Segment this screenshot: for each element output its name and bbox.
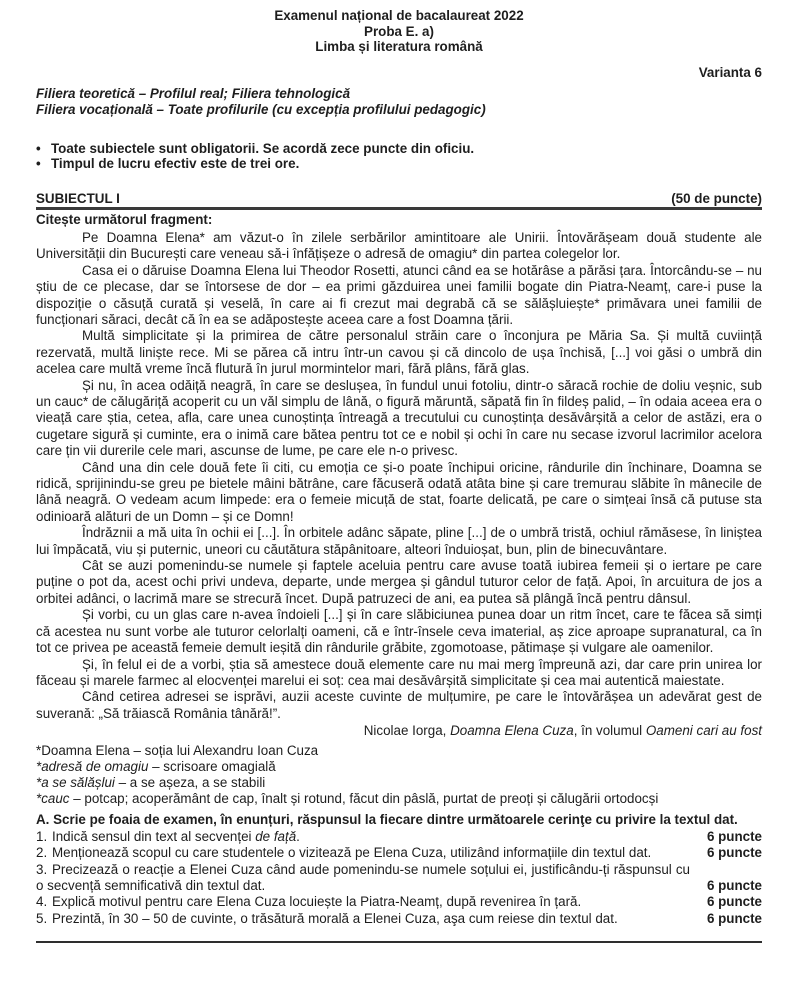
question-number: 1.: [36, 828, 48, 844]
fragment-paragraph: Cât se auzi pomenindu-se numele și faptele aceluia pentru care avuse toată iubirea femeii și o iertare pe care puține o pot da, acest ochi privi undeva, departe, unde mergea și gândul tuturor celor de față. Apoi, în arcuitura de jos a orbitei adânci, o lacrimă mare se strecură încet. După patruzeci de ani, ea putea să plângă încă pentru dânsul.: [36, 558, 762, 606]
fragment-paragraph: Pe Doamna Elena* am văzut-o în zilele serbărilor amintitoare ale Unirii. Întovărășeam două studente ale Universității din București care veneau să-i înfățișeze o adresă de omagiu* din partea colegelor lor.: [36, 229, 762, 262]
footnote-term: *adresă de omagiu: [36, 758, 149, 774]
question-body: Prezintă, în 30 – 50 de cuvinte, o trăsătură morală a Elenei Cuza, aşa cum reiese din textul dat.: [52, 910, 618, 926]
footnotes: [36, 743, 762, 808]
doc-header: [36, 8, 762, 55]
attribution-work-title: Doamna Elena Cuza: [450, 723, 574, 739]
question-italic-part: de față: [255, 828, 297, 844]
general-notes: [36, 141, 762, 172]
section-a: [36, 812, 762, 927]
question-points: 6 puncte: [706, 910, 762, 926]
subject-heading: [36, 191, 762, 211]
variant-label: Varianta 6: [698, 64, 762, 80]
question-text: [36, 829, 690, 845]
question-number: 2.: [36, 845, 48, 861]
question-row: [36, 845, 762, 861]
fragment-paragraph: Îndrăznii a mă uita în ochii ei [...]. În orbitele adânc săpate, pline [...] de o umbră tristă, ochiul rămăsese, în liniștea lui împăcată, viu și puternic, uneori cu căutătura stăpânitoare, alteori înduioșat, bun, plin de binecuvântare.: [36, 525, 762, 557]
question-number: 4.: [36, 894, 48, 910]
fragment-paragraph: Când una din cele două fete îi citi, cu emoția ce și-o poate închipui oricine, rândurile din închinare, Doamna se ridică, sprijinindu-se greu pe bietele mâini bătrâne, care făcuseră odată atâta bine și care tremurau slăbite în mânecile de lână neagră. O vedeam acum limpede: era o femeie micuță de stat, foarte delicată, pe care o simțeai însă că putuse sta odinioară alături de un Domn – și ce Domn!: [36, 459, 762, 524]
question-row: [36, 862, 762, 895]
fragment-paragraph: Și nu, în acea odăiță neagră, în care se deslușea, în fundul unui fotoliu, dintr-o săracă rochie de doliu veșnic, sub un cauc* de călugăriță acoperit cu un văl simplu de lână, o figură măruntă, săpată fin în fildeș palid, – în odaia aceea era o vieață care știa, cetea, afla, care unea cunoștința întreagă a trecutului cu cunoștința desăvârșită a celor de astăzi, era o cugetare sigură și cuminte, era o inimă care bătea pentru tot ce e nobil și ochi în care nu secase izvorul lacrimilor acelora care țin vii durerile cele mari, ascunse de lume, pe care ele n-o privesc.: [36, 377, 762, 459]
bullet-icon: •: [36, 140, 41, 156]
question-body: Menționează scopul cu care studentele o vizitează pe Elena Cuza, utilizând informațiile din textul dat.: [52, 845, 652, 861]
filiera-block: [36, 86, 762, 117]
footnote-definition: – scrisoare omagială: [148, 758, 276, 774]
section-a-heading: A. Scrie pe foaia de examen, în enunțuri, răspunsul la fiecare dintre următoarele cerinţe cu privire la textul dat.: [36, 812, 738, 828]
footnote-term: *cauc: [36, 791, 70, 807]
question-points: 6 puncte: [706, 845, 762, 861]
note-item: [36, 156, 762, 172]
question-points: 6 puncte: [706, 828, 762, 844]
subject-label: SUBIECTUL I: [36, 190, 120, 206]
question-body: Precizează o reacție a Elenei Cuza când aude pomenindu-se numele soțului ei, justificându-ți răspunsul cu o secvență semnificativă din textul dat.: [36, 861, 690, 893]
subject-points: (50 de puncte): [671, 190, 762, 206]
question-points: 6 puncte: [706, 877, 762, 893]
question-body: Indică sensul din text al secvenței: [52, 828, 256, 844]
question-row: [36, 829, 762, 845]
fragment-instruction: Citește următorul fragment:: [36, 212, 213, 228]
footnote-term: *Doamna Elena: [36, 742, 130, 758]
attribution-line: [36, 723, 762, 739]
fragment-paragraph: Multă simplicitate și la primirea de către personalul străin care o înconjura pe Măria Sa. Și multă cuviință rezervată, multă liniște rece. Mi se părea că intru într-un cavou și că dincolo de ușa închisă, [...] voi găsi o umbră din acelea care multă vreme încă flutură în jurul mormintelor mari, fără plâns, fără glas.: [36, 328, 762, 377]
question-body-after: .: [296, 828, 300, 844]
footnote-item: [36, 743, 762, 759]
note-text: Timpul de lucru efectiv este de trei ore.: [51, 156, 300, 172]
question-body: Explică motivul pentru care Elena Cuza locuiește la Piatra-Neamț, după revenirea în țară.: [52, 894, 582, 910]
footer-divider: [36, 941, 762, 943]
footnote-item: [36, 759, 762, 775]
fragment-paragraph: Și vorbi, cu un glas care n-avea îndoieli [...] și în care slăbiciunea punea doar un ritm încet, care te făcea să simți că acestea nu sunt vorbe ale tuturor celorlalți oameni, că e într-însele ceva imaterial, aș zice aproape supranatural, ca în tot ce privea pe această femeie demult ieșită din rândurile grăbite, zgomotoase, pătimașe și vulgare ale oamenilor.: [36, 607, 762, 656]
exam-subject-name: Limba și literatura română: [315, 39, 483, 55]
footnote-item: [36, 775, 762, 791]
question-text: [36, 911, 690, 927]
attribution-author: Nicolae Iorga,: [363, 723, 451, 739]
attribution-volume-title: Oameni cari au fost: [645, 723, 762, 739]
exam-title: Examenul național de bacalaureat 2022: [274, 8, 524, 23]
footnote-item: [36, 791, 762, 807]
footnote-term: *a se sălășlui: [36, 774, 115, 790]
fragment-text: [36, 230, 762, 722]
question-number: 5.: [36, 910, 48, 926]
fragment-paragraph: Când cetirea adresei se isprăvi, auzii aceste cuvinte de mulțumire, pe care le întovărășea un adevărat gest de suverană: „Să trăiască România tânără!”.: [36, 689, 762, 721]
question-row: [36, 911, 762, 927]
filiera-line-1: Filiera teoretică – Profilul real; Filiera tehnologică: [36, 86, 351, 102]
question-text: [36, 894, 690, 910]
question-points: 6 puncte: [706, 894, 762, 910]
question-number: 3.: [36, 861, 48, 877]
footnote-definition: – soția lui Alexandru Ioan Cuza: [129, 742, 319, 758]
bullet-icon: •: [36, 156, 41, 172]
fragment-paragraph: Casa ei o dăruise Doamna Elena lui Theodor Rosetti, atunci când ea se hotărâse a părăsi țara. Întorcându-se – nu știu de ce plecase, dar se întorsese de dor – ea primi găzduirea unei familii bogate din Piatra-Neamț, care-i puse la dispoziție o căsuță curată și veselă, în care ai fi crezut mai degrabă că se sălășluiește* primăvara unei familii de funcționari săraci, decât că în ea se adăpostește aceea care a fost Doamna țării.: [36, 262, 762, 327]
question-row: [36, 894, 762, 910]
question-text: [36, 845, 690, 861]
footnote-definition: – a se așeza, a se stabili: [114, 774, 266, 790]
footnote-definition: – potcap; acoperământ de cap, înalt și rotund, făcut din pâslă, purtat de preoți și călugării ortodocși: [69, 791, 659, 807]
filiera-line-2: Filiera vocațională – Toate profilurile (cu excepția profilului pedagogic): [36, 101, 486, 117]
attribution-connector: , în volumul: [573, 723, 646, 739]
note-item: [36, 141, 762, 157]
fragment-paragraph: Și, în felul ei de a vorbi, știa să amestece două elemente care nu mai merg împreună azi, dar care prin unirea lor făceau și marele farmec al elocvenței marelui ei soț: cea mai desăvârșită simplicitate și cea mai autentică maiestate.: [36, 656, 762, 688]
note-text: Toate subiectele sunt obligatorii. Se acordă zece puncte din oficiu.: [51, 140, 475, 156]
question-text: [36, 862, 690, 895]
exam-proba: Proba E. a): [364, 23, 434, 39]
